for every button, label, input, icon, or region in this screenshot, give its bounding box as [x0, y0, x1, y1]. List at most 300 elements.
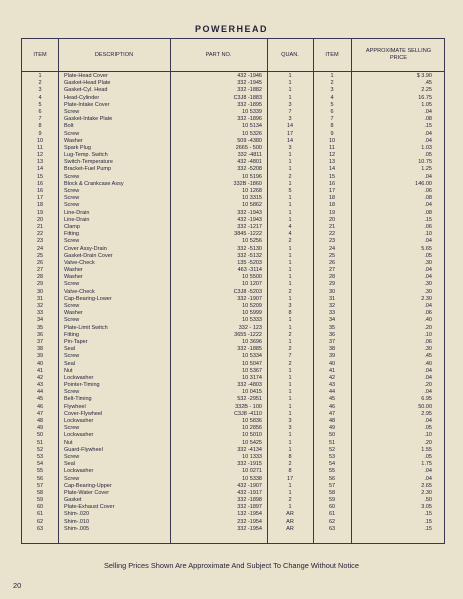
row-part-no: 332 - 123: [238, 324, 262, 331]
row-price: .04: [424, 202, 432, 209]
row-part-no: 10 5209: [242, 303, 262, 309]
row-item: 12: [36, 152, 44, 159]
table-row: [22, 432, 444, 439]
row-price: .05: [424, 453, 432, 460]
row-item: 43: [36, 382, 44, 389]
row-quantity: 1: [288, 245, 292, 252]
row-quantity: 5: [288, 188, 292, 194]
row-part-no: 332 -1885: [237, 346, 262, 353]
row-item-2: 56: [328, 475, 336, 482]
row-item-2: 35: [328, 324, 336, 331]
row-part-no: 532 -2951: [237, 396, 262, 403]
row-item-2: 31: [328, 295, 336, 302]
row-item-2: 7: [330, 116, 334, 123]
row-item-2: 63: [328, 525, 336, 532]
table-row: [22, 332, 444, 339]
row-item: 22: [36, 231, 44, 238]
row-item-2: 2: [330, 80, 334, 87]
table-row: [22, 116, 444, 123]
row-item: 55: [36, 468, 44, 475]
row-quantity: 17: [286, 130, 294, 137]
row-description: Screw: [64, 108, 80, 115]
row-item-2: 42: [328, 374, 336, 381]
row-item: 57: [36, 482, 44, 489]
table-row: [22, 339, 444, 346]
row-description: Plate-Intake Cover: [64, 101, 110, 108]
header-part-no: PART NO.: [205, 51, 232, 58]
row-item: 18: [36, 202, 44, 209]
row-quantity: AR: [286, 525, 294, 532]
row-price: .04: [424, 418, 432, 424]
row-item-2: 33: [328, 310, 336, 317]
row-part-no: 10 5256: [242, 238, 262, 245]
row-quantity: 1: [288, 446, 292, 453]
row-quantity: 1: [288, 216, 292, 223]
row-item-2: 28: [328, 274, 336, 281]
row-part-no: 10 5425: [242, 439, 262, 446]
table-row: [22, 317, 444, 324]
row-description: Head-Cylinder: [64, 94, 100, 101]
row-quantity: 2: [288, 288, 292, 295]
header-item-2: ITEM: [325, 51, 339, 58]
row-description: Plate-Limit Switch: [64, 324, 108, 331]
row-quantity: 1: [288, 439, 292, 446]
row-quantity: 3: [288, 101, 292, 108]
row-description: Screw: [64, 353, 80, 360]
row-part-no: 332 -5132: [237, 252, 262, 259]
table-row: [22, 238, 444, 245]
row-item: 10: [36, 137, 44, 144]
row-part-no: 10 5010: [242, 432, 262, 439]
row-item: 11: [37, 144, 43, 151]
row-item-2: 58: [328, 489, 336, 496]
table-row: [22, 310, 444, 317]
table-row: [22, 425, 444, 432]
row-part-no: 10 5339: [242, 108, 262, 115]
row-quantity: 1: [288, 80, 292, 87]
row-quantity: 14: [286, 137, 294, 144]
row-description: Block & Crankcase Assy: [64, 180, 124, 187]
table-row: [22, 511, 444, 518]
row-description: Plate-Exhaust Cover: [64, 504, 115, 511]
table-row: [22, 195, 444, 202]
row-description: Bracket-Fuel Pump: [64, 166, 112, 173]
row-item-2: 48: [328, 418, 336, 424]
row-part-no: 10 5196: [242, 173, 262, 180]
row-description: Bolt: [64, 123, 74, 130]
table-row: [22, 166, 444, 173]
table-row: [22, 289, 444, 296]
row-quantity: 2: [288, 331, 292, 338]
row-part-no: 332 -1915: [237, 461, 262, 468]
row-item-2: 60: [328, 504, 336, 511]
row-part-no: 432 -1907: [237, 482, 262, 489]
row-price: 50.00: [418, 403, 432, 410]
table-row: [22, 389, 444, 396]
row-part-no: 10 1268: [242, 188, 262, 194]
row-price: .04: [424, 137, 432, 144]
row-description: Screw: [64, 425, 80, 432]
row-part-no: 10 0271: [242, 468, 262, 475]
row-item-2: 34: [328, 317, 336, 324]
table-row: [22, 131, 444, 138]
row-price: .06: [424, 310, 432, 317]
row-price: .04: [424, 274, 432, 281]
row-item: 52: [36, 446, 44, 453]
row-item-2: 45: [328, 396, 336, 403]
row-item: 29: [36, 281, 44, 288]
row-item-2: 24: [328, 245, 336, 252]
table-row: [22, 404, 444, 411]
row-part-no: 332 -5130: [237, 245, 262, 252]
row-price: .10: [424, 331, 432, 338]
row-item: 16: [36, 188, 44, 194]
row-price: 1.03: [421, 144, 432, 151]
row-price: 1.25: [421, 166, 432, 173]
row-quantity: 1: [288, 281, 292, 288]
row-item: 26: [36, 259, 44, 266]
row-quantity: 1: [288, 209, 292, 216]
row-item-2: 53: [328, 453, 336, 460]
row-quantity: 1: [288, 403, 292, 410]
table-row: [22, 260, 444, 267]
header-quan: QUAN.: [281, 51, 299, 58]
row-item: 49: [36, 425, 44, 432]
row-quantity: 1: [288, 338, 292, 345]
page-number: 20: [13, 581, 22, 590]
row-description: Seal: [64, 360, 76, 367]
row-item: 21: [36, 223, 44, 230]
row-description: Belt-Timing: [64, 396, 92, 403]
row-item-2: 19: [328, 209, 336, 216]
table-row: [22, 274, 444, 281]
row-price: .04: [424, 303, 432, 309]
row-part-no: 332 -1896: [237, 116, 262, 123]
row-item: 36: [36, 331, 44, 338]
row-quantity: 1: [288, 73, 292, 79]
row-part-no: 332B -1860: [233, 180, 262, 187]
row-part-no: 332 -1882: [237, 87, 262, 94]
row-item-2: 59: [328, 497, 336, 504]
row-price: 3.05: [421, 504, 432, 511]
row-price: 1.05: [421, 101, 432, 108]
table-row: [22, 102, 444, 109]
row-quantity: 8: [288, 310, 292, 317]
row-quantity: 1: [288, 87, 292, 94]
row-quantity: 2: [288, 173, 292, 180]
row-price: .15: [424, 518, 432, 525]
row-price: 2.25: [421, 87, 432, 94]
row-item-2: 15: [328, 173, 336, 180]
row-part-no: 332 -4134: [237, 446, 262, 453]
row-part-no: 10 5047: [242, 360, 262, 367]
row-item-2: 55: [328, 468, 336, 475]
table-row: [22, 490, 444, 497]
table-row: [22, 418, 444, 425]
row-item-2: 62: [328, 518, 336, 525]
row-price: 2.95: [421, 410, 432, 417]
row-quantity: 3: [288, 418, 292, 424]
row-quantity: 2: [288, 238, 292, 245]
row-item: 63: [36, 525, 44, 532]
row-price: 2.65: [421, 482, 432, 489]
row-quantity: 2: [288, 497, 292, 504]
row-quantity: AR: [286, 518, 294, 525]
row-price: 1.75: [421, 461, 432, 468]
table-row: [22, 411, 444, 418]
row-item-2: 21: [328, 223, 336, 230]
row-description: Lockwasher: [64, 468, 94, 475]
row-price: .06: [424, 223, 432, 230]
row-part-no: 10 3174: [242, 374, 262, 381]
row-description: Gasket-Cyl. Head: [64, 87, 108, 94]
row-description: Screw: [64, 317, 80, 324]
row-quantity: 1: [288, 259, 292, 266]
row-part-no: 432 -4801: [237, 159, 262, 166]
row-description: Line-Drain: [64, 209, 90, 216]
row-price: .40: [424, 317, 432, 324]
row-part-no: 132 -1954: [237, 511, 262, 518]
row-price: 16.75: [418, 94, 432, 101]
row-item: 54: [36, 461, 44, 468]
row-quantity: 1: [288, 489, 292, 496]
row-part-no: 10 0415: [242, 389, 262, 396]
row-item: 46: [36, 403, 44, 410]
row-description: Switch-Temperature: [64, 159, 113, 166]
row-part-no: 10 5999: [242, 310, 262, 317]
row-item-2: 12: [328, 152, 336, 159]
row-item: 3: [38, 87, 42, 94]
row-price: .15: [424, 525, 432, 532]
row-part-no: 10 5334: [242, 353, 262, 360]
row-item: 20: [36, 216, 44, 223]
row-item-2: 32: [328, 303, 336, 309]
row-description: Lockwasher: [64, 418, 94, 424]
row-item: 23: [36, 238, 44, 245]
row-description: Gasket-Intake Plate: [64, 116, 113, 123]
row-description: Screw: [64, 389, 80, 396]
row-description: Shim-.010: [64, 518, 90, 525]
row-price: 5.65: [421, 245, 432, 252]
row-part-no: 10 1207: [242, 281, 262, 288]
row-part-no: 332 -4803: [237, 382, 262, 389]
row-item: 28: [36, 274, 44, 281]
row-quantity: 1: [288, 374, 292, 381]
header-description: DESCRIPTION: [94, 51, 134, 58]
row-item: 42: [36, 374, 44, 381]
row-price: .04: [424, 367, 432, 374]
row-price: .08: [424, 116, 432, 123]
row-item: 56: [36, 475, 44, 482]
table-row: [22, 468, 444, 475]
table-row: [22, 246, 444, 253]
row-quantity: 1: [288, 166, 292, 173]
row-quantity: 3: [288, 116, 292, 123]
row-description: Cover-Flywheel: [64, 410, 103, 417]
row-item-2: 46: [328, 403, 336, 410]
row-item: 16: [36, 180, 44, 187]
row-price: 1.55: [421, 446, 432, 453]
table-row: [22, 253, 444, 260]
row-item-2: 22: [328, 231, 336, 238]
row-price: .10: [424, 231, 432, 238]
row-price: 2.30: [421, 489, 432, 496]
row-price: $ 3.90: [416, 73, 432, 79]
row-item-2: 44: [328, 389, 336, 396]
row-description: Nut: [64, 367, 73, 374]
row-description: Shim-.005: [64, 525, 90, 532]
row-description: Seal: [64, 346, 76, 353]
row-description: Gasket-Head Plate: [64, 80, 111, 87]
row-item: 44: [36, 389, 44, 396]
row-description: Lug-Temp. Switch: [64, 152, 108, 159]
row-item: 4: [38, 94, 42, 101]
row-part-no: 135 -5203: [237, 259, 262, 266]
row-quantity: 1: [288, 94, 292, 101]
row-price: .04: [424, 108, 432, 115]
row-quantity: AR: [286, 511, 294, 518]
row-price: .15: [424, 511, 432, 518]
row-item-2: 3: [330, 87, 334, 94]
row-item-2: 18: [328, 202, 336, 209]
table-row: [22, 361, 444, 368]
table-row: [22, 526, 444, 533]
row-part-no: 2665 - 500: [235, 144, 262, 151]
row-part-no: 10 5500: [242, 274, 262, 281]
table-row: [22, 159, 444, 166]
row-item: 13: [36, 159, 44, 166]
row-price: .40: [424, 360, 432, 367]
row-item: 39: [36, 353, 44, 360]
row-item-2: 18: [328, 195, 336, 202]
row-description: Plate-Water Cover: [64, 489, 110, 496]
row-price: .05: [424, 425, 432, 432]
row-part-no: 332 -1898: [237, 497, 262, 504]
row-item: 47: [36, 410, 44, 417]
row-description: Screw: [64, 453, 80, 460]
row-price: .15: [424, 123, 432, 130]
row-quantity: 1: [288, 267, 292, 274]
row-item: 62: [36, 518, 44, 525]
row-item-2: 57: [328, 482, 336, 489]
row-price: .20: [424, 382, 432, 389]
table-row: [22, 80, 444, 87]
row-item: 24: [36, 245, 44, 252]
row-part-no: 10 5134: [242, 123, 262, 130]
row-item: 37: [36, 338, 44, 345]
row-description: Screw: [64, 195, 80, 202]
table-row: [22, 231, 444, 238]
row-part-no: 10 2856: [242, 425, 262, 432]
row-item-2: 23: [328, 238, 336, 245]
row-price: .50: [424, 497, 432, 504]
row-description: Fitting: [64, 331, 79, 338]
row-price: .05: [424, 152, 432, 159]
row-part-no: 332 -1217: [237, 223, 262, 230]
table-row: [22, 217, 444, 224]
row-item-2: 27: [328, 267, 336, 274]
row-item: 7: [38, 116, 42, 123]
row-price: .30: [424, 288, 432, 295]
row-part-no: 332 -1907: [237, 295, 262, 302]
row-item-2: 38: [328, 346, 336, 353]
table-row: [22, 296, 444, 303]
table-row: [22, 483, 444, 490]
row-part-no: 432 -1943: [237, 216, 262, 223]
row-part-no: 332 -1954: [237, 525, 262, 532]
table-row: [22, 476, 444, 483]
row-part-no: C3J8 -5203: [233, 288, 262, 295]
row-quantity: 17: [286, 475, 294, 482]
footer-note: Selling Prices Shown Are Approximate And Subject To Change Without Notice: [104, 561, 359, 570]
row-part-no: 332 -1897: [237, 504, 262, 511]
row-description: Seal: [64, 461, 76, 468]
row-quantity: 1: [288, 504, 292, 511]
row-item-2: 9: [330, 130, 334, 137]
row-description: Flywheel: [64, 403, 86, 410]
row-item-2: 61: [328, 511, 336, 518]
table-row: [22, 202, 444, 209]
table-row: [22, 87, 444, 94]
row-part-no: C3J8 -4110: [233, 410, 262, 417]
table-row: [22, 346, 444, 353]
row-item-2: 37: [328, 338, 336, 345]
row-price: .04: [424, 374, 432, 381]
row-description: Cap-Bearing-Upper: [64, 482, 112, 489]
row-quantity: 1: [288, 195, 292, 202]
row-description: Washer: [64, 310, 83, 317]
row-price: 2.30: [421, 295, 432, 302]
row-item-2: 39: [328, 353, 336, 360]
row-item: 25: [36, 252, 44, 259]
row-part-no: 332 -1945: [237, 80, 262, 87]
row-price: .04: [424, 475, 432, 482]
row-item: 15: [36, 173, 44, 180]
row-part-no: 332 -1895: [237, 101, 262, 108]
row-item: 40: [36, 360, 44, 367]
table-row: [22, 461, 444, 468]
row-price: 6.95: [421, 396, 432, 403]
row-quantity: 1: [288, 159, 292, 166]
row-part-no: 10 5836: [242, 418, 262, 424]
row-price: .04: [424, 389, 432, 396]
row-quantity: 8: [288, 468, 292, 475]
table-row: [22, 497, 444, 504]
row-part-no: 10 5338: [242, 475, 262, 482]
row-description: Pin-Taper: [64, 338, 88, 345]
row-quantity: 1: [288, 180, 292, 187]
row-part-no: 10 5367: [242, 367, 262, 374]
row-item-2: 36: [328, 331, 336, 338]
table-row: [22, 109, 444, 116]
row-item: 45: [36, 396, 44, 403]
row-part-no: 432 -1946: [237, 73, 262, 79]
table-row: [22, 454, 444, 461]
row-item: 53: [36, 453, 44, 460]
row-item-2: 6: [330, 108, 334, 115]
row-item: 8: [38, 123, 42, 130]
table-row: [22, 281, 444, 288]
table-row: [22, 152, 444, 159]
table-row: [22, 353, 444, 360]
row-description: Cap-Bearing-Lower: [64, 295, 112, 302]
row-item-2: 16: [328, 180, 336, 187]
row-item-2: 13: [328, 159, 336, 166]
table-row: [22, 181, 444, 188]
row-price: .06: [424, 338, 432, 345]
row-description: Screw: [64, 238, 80, 245]
table-row: [22, 396, 444, 403]
